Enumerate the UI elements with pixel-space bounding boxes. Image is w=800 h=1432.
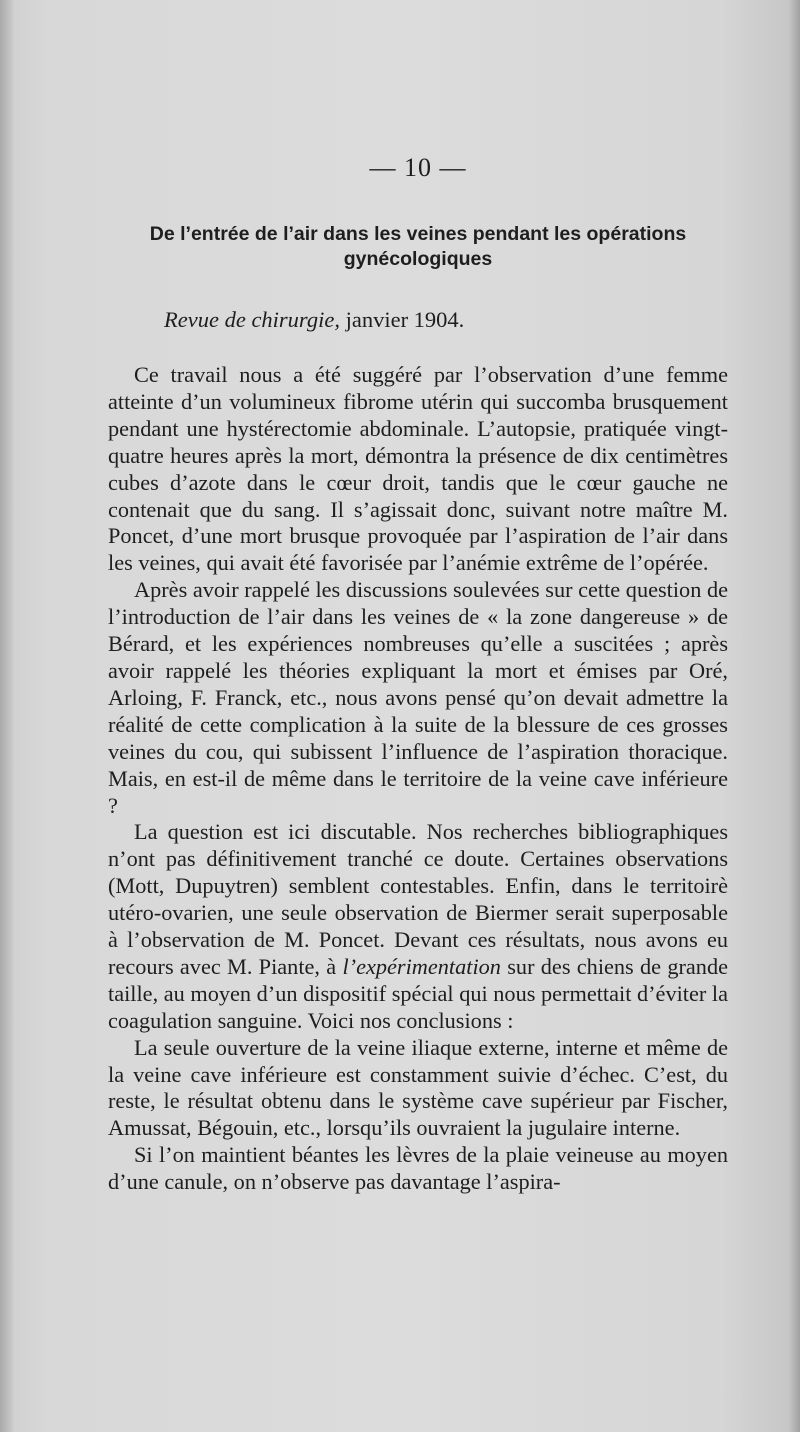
page-right-edge-shadow xyxy=(788,0,800,1432)
paragraph-3-text-before: La question est ici discutable. Nos recherches bibliographiques n’ont pas définitivement tranché ce doute. Certaines observations (Mott, Dupuytren) semblent contestables. Enfin, dans le territoirè utéro-ovarien, une seule observation de Biermer serait superposable à l’observation de M. Poncet. Devant ces résultats, nous avons eu recours avec M. Piante, à xyxy=(108,819,728,979)
citation-journal: Revue de chirurgie, xyxy=(164,307,340,332)
paragraph-1: Ce travail nous a été suggéré par l’observation d’une femme atteinte d’un volumineux fibrome utérin qui succomba brusquement pendant une hystérectomie abdominale. L’autopsie, pratiquée vingt-quatre heures après la mort, démontra la présence de dix centimètres cubes d’azote dans le cœur droit, tandis que le cœur gauche ne contenait que du sang. Il s’agissait donc, suivant notre maître M. Poncet, d’une mort brusque provoquée par l’aspiration de l’air dans les veines, qui avait été favorisée par l’anémie extrême de l’opérée. xyxy=(108,362,728,576)
citation-date: janvier 1904. xyxy=(339,307,465,332)
paragraph-5: Si l’on maintient béantes les lèvres de la plaie veineuse au moyen d’une canule, on n’observe pas davantage l’aspira- xyxy=(108,1142,728,1195)
paragraph-3-text-after: sur des chiens de grande taille, au moyen d’un dispositif spécial qui nous permettait d’éviter la coagulation sanguine. Voici nos conclusions : xyxy=(108,953,728,1033)
article-body xyxy=(108,362,728,1196)
paragraph-4: La seule ouverture de la veine iliaque externe, interne et même de la veine cave inférieure est constamment suivie d’échec. C’est, du reste, le résultat obtenu dans le système cave supérieur par Fischer, Amussat, Bégouin, etc., lorsqu’ils ouvraient la jugulaire interne. xyxy=(108,1034,728,1141)
article-citation xyxy=(164,305,728,335)
paragraph-3 xyxy=(108,819,728,1034)
page-number: — 10 — xyxy=(369,153,467,182)
paragraph-2: Après avoir rappelé les discussions soulevées sur cette question de l’introduction de l’air dans les veines de « la zone dangereuse » de Bérard, et les expériences nombreuses qu’elle a suscitées ; après avoir rappelé les théories expliquant la mort et émises par Oré, Arloing, F. Franck, etc., nous avons pensé qu’on devait admettre la réalité de cette complication à la suite de la blessure de ces grosses veines du cou, qui subissent l’influence de l’aspiration thoracique. Mais, en est-il de même dans le territoire de la veine cave inférieure ? xyxy=(108,577,728,818)
page-left-edge-shadow xyxy=(0,0,14,1432)
document-page xyxy=(108,150,728,1196)
paragraph-3-italic-term: l’expérimentation xyxy=(342,953,501,979)
article-title: De l’entrée de l’air dans les veines pendant les opérations gynécologiques xyxy=(149,223,687,270)
